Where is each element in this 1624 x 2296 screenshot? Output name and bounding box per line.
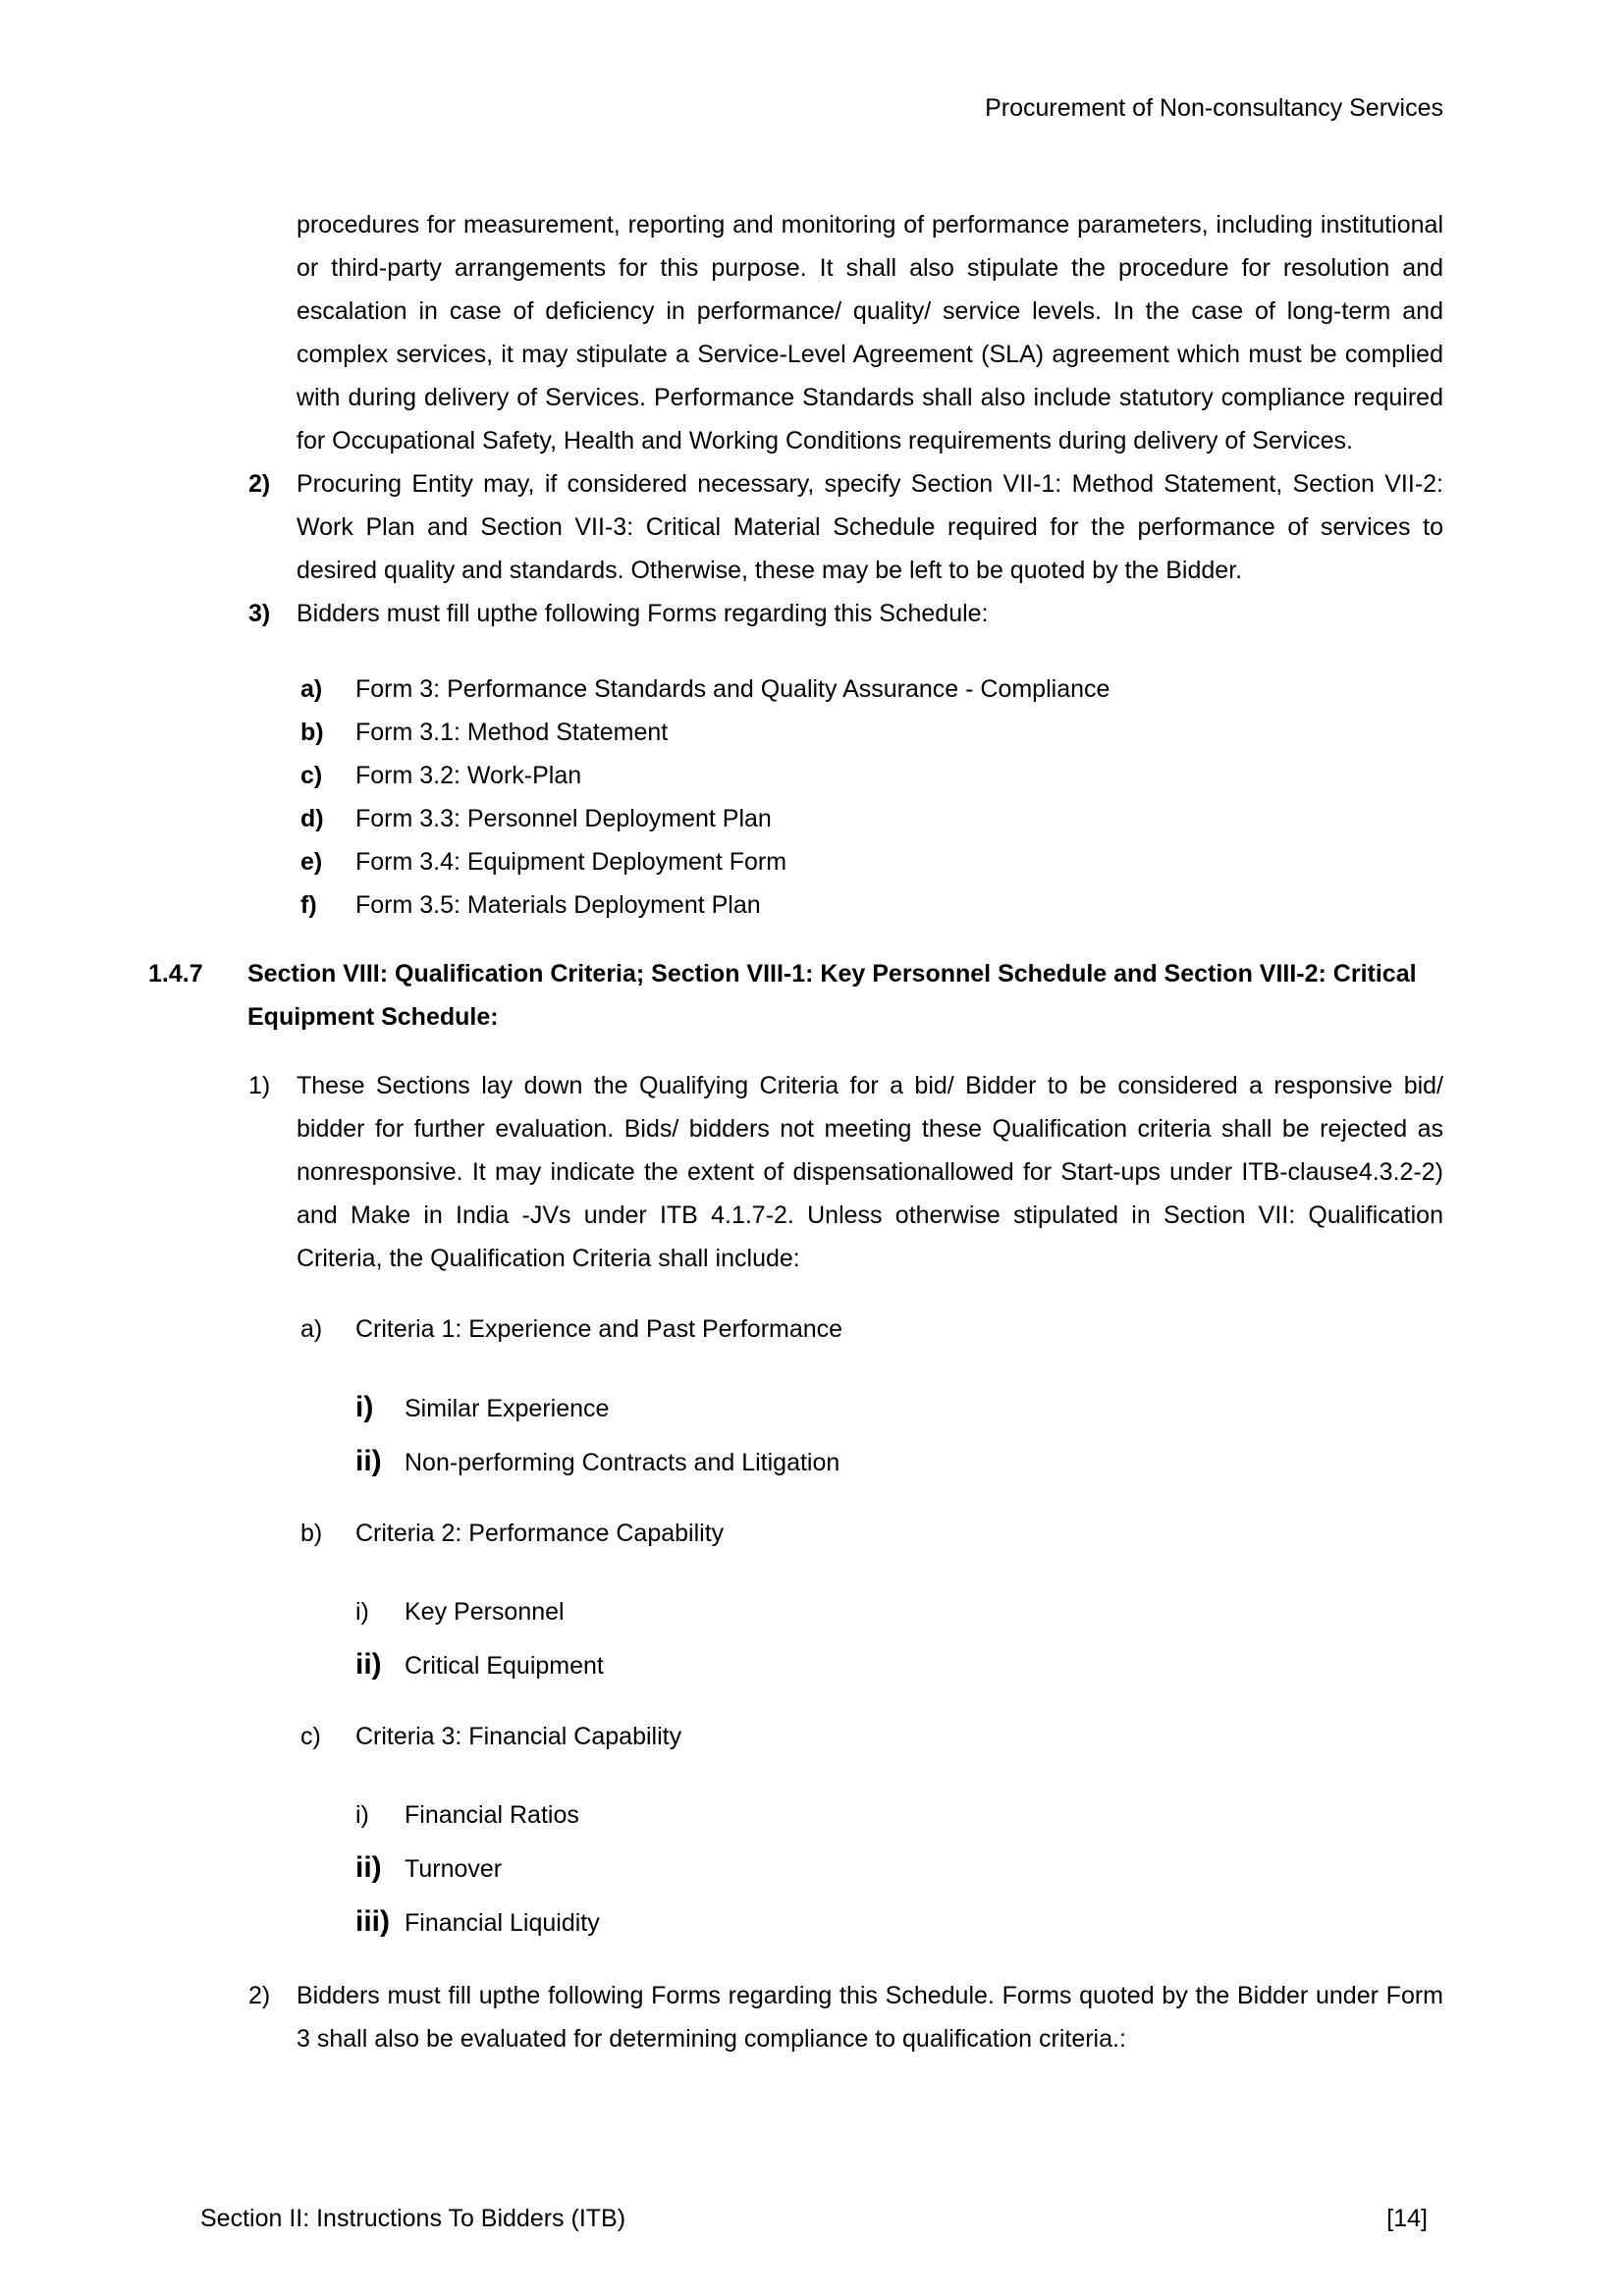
list-item [355, 1793, 1443, 1837]
list-item [300, 797, 1443, 840]
list-item [300, 883, 1443, 927]
list-marker: ii) [355, 1648, 382, 1681]
footer-section-label: Section II: Instructions To Bidders (ITB) [200, 2205, 626, 2232]
list-marker: 1) [248, 1072, 271, 1099]
criteria-title: Criteria 3: Financial Capability [355, 1723, 682, 1750]
paragraph-performance-standards: procedures for measurement, reporting and monitoring of performance parameters, including institutional or third-party arrangements for this purpose. It shall also stipulate the procedure for resolution and escalation in case of deficiency in performance/ quality/ service levels. In the case of long-term and complex services, it may stipulate a Service-Level Agreement (SLA) agreement which must be complied with during delivery of Services. Performance Standards shall also include statutory compliance required for Occupational Safety, Health and Working Conditions requirements during delivery of Services. [297, 211, 1443, 454]
list-marker: d) [300, 805, 324, 832]
list-item-text: Similar Experience [405, 1395, 610, 1422]
list-item [355, 1643, 1443, 1687]
section-title: Section VIII: Qualification Criteria; Section VIII-1: Key Personnel Schedule and Section VIII-2: Critical Equipment Schedule: [247, 960, 1417, 1031]
list-item [300, 711, 1443, 754]
document-body [148, 203, 1443, 2060]
header-title: Procurement of Non-consultancy Services [985, 94, 1443, 122]
list-marker: b) [300, 719, 324, 746]
list-item-text: Bidders must fill upthe following Forms regarding this Schedule: [297, 600, 989, 627]
list-item-text: Key Personnel [405, 1598, 565, 1626]
section-number: 1.4.7 [148, 960, 203, 988]
list-item-3 [248, 592, 1443, 635]
list-marker: iii) [355, 1905, 390, 1938]
list-item [355, 1900, 1443, 1945]
list-item [355, 1590, 1443, 1633]
roman-sublist [355, 1793, 1443, 1945]
list-marker: 3) [248, 600, 271, 627]
list-item [300, 667, 1443, 711]
page-header [148, 86, 1443, 130]
roman-sublist [355, 1386, 1443, 1484]
list-marker: ii) [355, 1445, 382, 1477]
list-marker: i) [355, 1391, 374, 1423]
page-footer [200, 2197, 1428, 2240]
list-marker: a) [300, 1315, 323, 1343]
list-marker: ii) [355, 1851, 382, 1884]
list-item-text: Financial Liquidity [405, 1909, 600, 1937]
list-item-text: Form 3.2: Work-Plan [355, 762, 582, 789]
list-item-2 [248, 462, 1443, 592]
list-marker: b) [300, 1520, 323, 1547]
list-marker: f) [300, 891, 317, 919]
criteria-item-c [300, 1715, 1443, 1758]
list-item-q1 [248, 1064, 1443, 1280]
criteria-item-b [300, 1512, 1443, 1555]
footer-page-number: [14] [1386, 2205, 1428, 2232]
forms-list [300, 667, 1443, 927]
criteria-item-a [300, 1308, 1443, 1351]
list-item-text: These Sections lay down the Qualifying Criteria for a bid/ Bidder to be considered a responsive bid/ bidder for further evaluation. Bids/ bidders not meeting these Qualification criteria shall be rejected as nonresponsive. It may indicate the extent of dispensationallowed for Start-ups under ITB-clause4.3.2-2) and Make in India -JVs under ITB 4.1.7-2. Unless otherwise stipulated in Section VII: Qualification Criteria, the Qualification Criteria shall include: [297, 1072, 1443, 1272]
list-item-text: Form 3: Performance Standards and Quality Assurance - Compliance [355, 675, 1110, 703]
criteria-title: Criteria 1: Experience and Past Performance [355, 1315, 843, 1343]
list-item-text: Form 3.3: Personnel Deployment Plan [355, 805, 772, 832]
list-item-text: Critical Equipment [405, 1652, 604, 1680]
list-item [300, 754, 1443, 797]
roman-sublist [355, 1590, 1443, 1687]
list-item-text: Form 3.5: Materials Deployment Plan [355, 891, 761, 919]
list-item-q2 [248, 1974, 1443, 2060]
list-marker: a) [300, 675, 323, 703]
section-heading-1-4-7 [148, 952, 1443, 1039]
list-item [355, 1386, 1443, 1430]
list-item-text: Procuring Entity may, if considered necessary, specify Section VII-1: Method Statement, Section VII-2: Work Plan and Section VII-3: Critical Material Schedule required for the performance of services to desired quality and standards. Otherwise, these may be left to be quoted by the Bidder. [297, 470, 1443, 584]
list-marker: e) [300, 848, 323, 876]
list-marker: i) [355, 1801, 369, 1829]
list-item-text: Form 3.4: Equipment Deployment Form [355, 848, 787, 876]
list-item-text: Financial Ratios [405, 1801, 579, 1829]
list-item [300, 840, 1443, 883]
list-item-text: Form 3.1: Method Statement [355, 719, 669, 746]
list-marker: c) [300, 762, 323, 789]
list-item-text: Turnover [405, 1855, 503, 1883]
list-marker: 2) [248, 1982, 271, 2009]
list-item-text: Bidders must fill upthe following Forms regarding this Schedule. Forms quoted by the Bidder under Form 3 shall also be evaluated for determining compliance to qualification criteria.: [297, 1982, 1443, 2053]
list-marker: c) [300, 1723, 321, 1750]
list-item-text: Non-performing Contracts and Litigation [405, 1449, 840, 1476]
list-marker: 2) [248, 470, 271, 498]
criteria-title: Criteria 2: Performance Capability [355, 1520, 725, 1547]
list-item [355, 1846, 1443, 1891]
list-marker: i) [355, 1598, 369, 1626]
list-item [355, 1440, 1443, 1484]
